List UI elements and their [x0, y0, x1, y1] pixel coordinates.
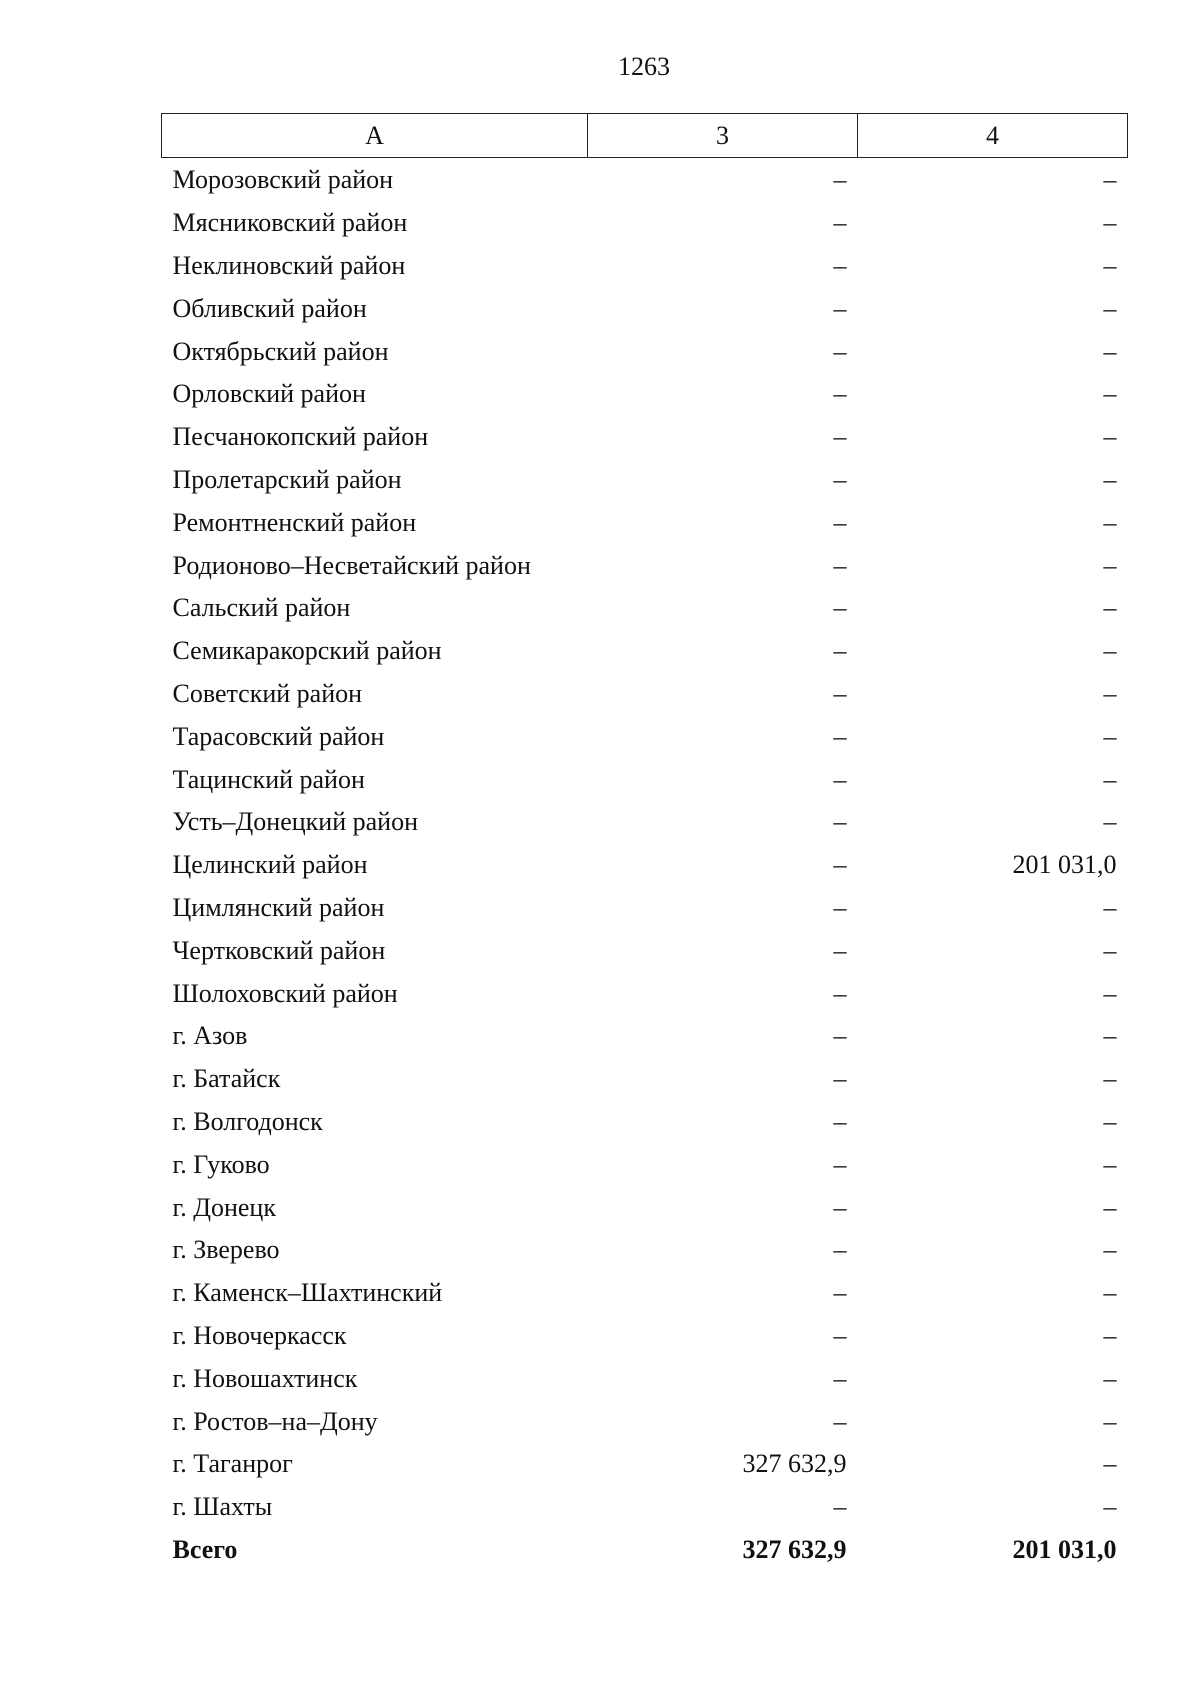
row-name: г. Азов	[172, 1021, 248, 1051]
table-row	[162, 1143, 1128, 1186]
row-name: г. Волгодонск	[172, 1106, 323, 1136]
row-col-4-value: –	[1103, 935, 1117, 965]
row-name: г. Ростов–на–Дону	[172, 1406, 378, 1436]
row-col-4-value: –	[1103, 721, 1117, 751]
row-col-3-value: –	[833, 464, 847, 494]
row-col-4-value: –	[1103, 892, 1117, 922]
row-name: Усть–Донецкий район	[172, 807, 418, 837]
row-col-4-value: –	[1103, 1492, 1117, 1522]
row-col-3-value: –	[833, 935, 847, 965]
data-table-container	[161, 113, 1127, 1571]
row-col-4-value: –	[1103, 550, 1117, 580]
row-name: Морозовский район	[172, 165, 394, 195]
table-row	[162, 1229, 1128, 1272]
table-row	[162, 1272, 1128, 1315]
table-row	[162, 1400, 1128, 1443]
row-col-4-value: 201 031,0	[1012, 850, 1117, 880]
table-row	[162, 373, 1128, 416]
table-row	[162, 844, 1128, 887]
row-col-3-value: –	[833, 678, 847, 708]
row-name: Цимлянский район	[172, 892, 385, 922]
table-header-row	[162, 114, 1128, 158]
row-col-4-value: –	[1103, 165, 1117, 195]
page-number: 1263	[618, 52, 670, 81]
row-col-4-value: –	[1103, 1406, 1117, 1436]
table-row	[162, 158, 1128, 202]
row-col-4-value: –	[1103, 807, 1117, 837]
row-col-3-value: –	[833, 807, 847, 837]
row-col-3-value: –	[833, 636, 847, 666]
row-name: Чертковский район	[172, 935, 386, 965]
row-col-3-value: –	[833, 892, 847, 922]
row-name: Неклиновский район	[172, 250, 406, 280]
row-name: Целинский район	[172, 850, 368, 880]
table-row	[162, 1357, 1128, 1400]
table-row	[162, 887, 1128, 930]
row-name: Шолоховский район	[172, 978, 398, 1008]
table-row	[162, 1443, 1128, 1486]
table-row	[162, 1015, 1128, 1058]
row-name: Орловский район	[172, 379, 366, 409]
table-row	[162, 587, 1128, 630]
row-name: г. Зверево	[172, 1235, 280, 1265]
row-col-3-value: –	[833, 1363, 847, 1393]
table-row	[162, 715, 1128, 758]
table-row	[162, 929, 1128, 972]
row-col-3-value: –	[833, 1064, 847, 1094]
table-row	[162, 1101, 1128, 1144]
row-col-3-value: –	[833, 550, 847, 580]
total-row	[162, 1529, 1128, 1572]
row-col-4-value: –	[1103, 593, 1117, 623]
row-name: Обливский район	[172, 293, 367, 323]
table-row	[162, 501, 1128, 544]
row-col-3-value: –	[833, 1320, 847, 1350]
table-row	[162, 245, 1128, 288]
row-name: Песчанокопский район	[172, 422, 429, 452]
data-table	[161, 113, 1128, 1571]
table-row	[162, 330, 1128, 373]
row-name: Тацинский район	[172, 764, 365, 794]
row-col-3-value: –	[833, 1149, 847, 1179]
table-row	[162, 673, 1128, 716]
table-row	[162, 758, 1128, 801]
row-name: г. Батайск	[172, 1064, 281, 1094]
row-name: г. Таганрог	[172, 1449, 293, 1479]
row-col-3-value: –	[833, 165, 847, 195]
row-name: Пролетарский район	[172, 464, 402, 494]
row-col-4-value: –	[1103, 293, 1117, 323]
row-name: г. Донецк	[172, 1192, 276, 1222]
table-row	[162, 1315, 1128, 1358]
table-row	[162, 630, 1128, 673]
row-col-4-value: –	[1103, 678, 1117, 708]
row-col-4-value: –	[1103, 1235, 1117, 1265]
row-name: Сальский район	[172, 593, 351, 623]
row-name: Тарасовский район	[172, 721, 385, 751]
row-col-4-value: –	[1103, 250, 1117, 280]
row-col-3-value: –	[833, 1192, 847, 1222]
table-row	[162, 1486, 1128, 1529]
row-name: г. Новошахтинск	[172, 1363, 358, 1393]
row-col-4-value: –	[1103, 464, 1117, 494]
table-row	[162, 972, 1128, 1015]
row-name: Родионово–Несветайский район	[172, 550, 531, 580]
row-col-3-value: –	[833, 208, 847, 238]
row-col-4-value: –	[1103, 1064, 1117, 1094]
row-name: Советский район	[172, 678, 363, 708]
row-col-3-value: –	[833, 293, 847, 323]
row-col-4-value: –	[1103, 1021, 1117, 1051]
row-col-4-value: –	[1103, 1192, 1117, 1222]
table-body	[162, 158, 1128, 1572]
total-col-3: 327 632,9	[742, 1534, 847, 1564]
row-name: Ремонтненский район	[172, 507, 417, 537]
row-col-4-value: –	[1103, 636, 1117, 666]
row-col-3-value: –	[833, 593, 847, 623]
row-col-3-value: 327 632,9	[742, 1449, 847, 1479]
column-header-a: А	[162, 114, 588, 158]
table-row	[162, 1058, 1128, 1101]
row-col-3-value: –	[833, 250, 847, 280]
row-col-3-value: –	[833, 764, 847, 794]
row-col-4-value: –	[1103, 208, 1117, 238]
row-col-4-value: –	[1103, 1149, 1117, 1179]
table-row	[162, 202, 1128, 245]
row-col-4-value: –	[1103, 978, 1117, 1008]
row-name: г. Гуково	[172, 1149, 270, 1179]
row-col-3-value: –	[833, 336, 847, 366]
table-row	[162, 801, 1128, 844]
row-col-3-value: –	[833, 978, 847, 1008]
row-name: г. Шахты	[172, 1492, 273, 1522]
row-col-4-value: –	[1103, 764, 1117, 794]
table-row	[162, 459, 1128, 502]
row-name: Семикаракорский район	[172, 636, 442, 666]
row-col-4-value: –	[1103, 1106, 1117, 1136]
row-col-3-value: –	[833, 850, 847, 880]
row-col-4-value: –	[1103, 336, 1117, 366]
row-col-4-value: –	[1103, 1363, 1117, 1393]
row-col-4-value: –	[1103, 1320, 1117, 1350]
row-name: г. Новочеркасск	[172, 1320, 347, 1350]
table-row	[162, 544, 1128, 587]
row-col-4-value: –	[1103, 422, 1117, 452]
row-name: Мясниковский район	[172, 208, 408, 238]
table-row	[162, 287, 1128, 330]
row-col-3-value: –	[833, 507, 847, 537]
row-col-3-value: –	[833, 721, 847, 751]
total-label: Всего	[172, 1534, 238, 1564]
row-col-3-value: –	[833, 1106, 847, 1136]
row-col-3-value: –	[833, 1235, 847, 1265]
row-col-4-value: –	[1103, 507, 1117, 537]
row-col-3-value: –	[833, 1406, 847, 1436]
table-row	[162, 416, 1128, 459]
row-col-3-value: –	[833, 1021, 847, 1051]
table-row	[162, 1186, 1128, 1229]
row-col-3-value: –	[833, 422, 847, 452]
row-col-4-value: –	[1103, 379, 1117, 409]
row-col-4-value: –	[1103, 1278, 1117, 1308]
row-col-3-value: –	[833, 1492, 847, 1522]
row-col-4-value: –	[1103, 1449, 1117, 1479]
total-col-4: 201 031,0	[1012, 1534, 1117, 1564]
column-header-4: 4	[858, 114, 1128, 158]
column-header-3: 3	[588, 114, 858, 158]
row-name: г. Каменск–Шахтинский	[172, 1278, 443, 1308]
row-col-3-value: –	[833, 1278, 847, 1308]
row-col-3-value: –	[833, 379, 847, 409]
row-name: Октябрьский район	[172, 336, 389, 366]
